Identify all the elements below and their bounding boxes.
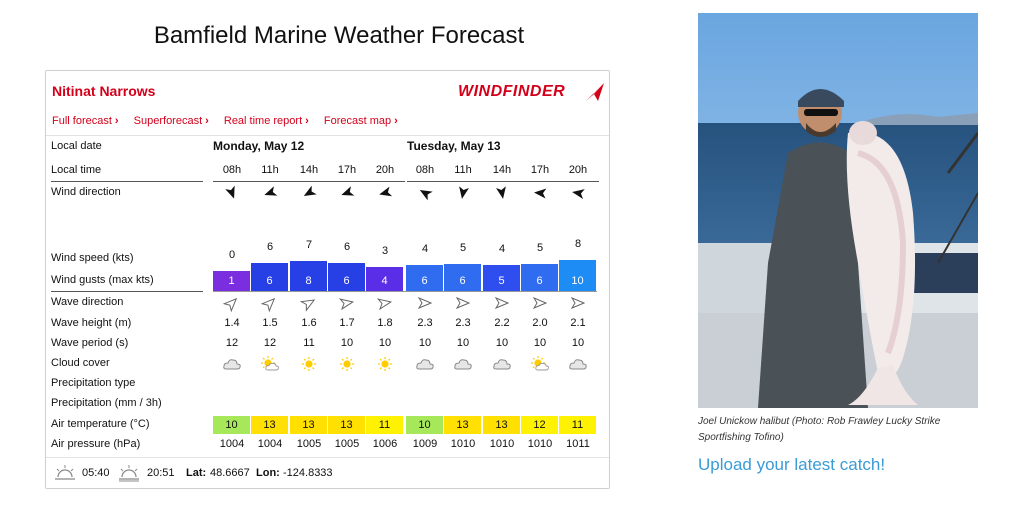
wind-direction-arrow [290, 183, 328, 203]
time-cell: 11h [454, 164, 472, 176]
wind-direction-arrow [328, 183, 366, 203]
label-local-date: Local date [51, 140, 102, 152]
page-title: Bamfield Marine Weather Forecast [153, 22, 525, 49]
wind-speed-value: 3 [381, 245, 389, 257]
wind-arrow-icon [376, 184, 393, 201]
wind-speed-value: 7 [305, 239, 313, 251]
label-cloud-cover: Cloud cover [51, 357, 110, 369]
cloud-icon [568, 356, 588, 372]
divider [51, 291, 203, 292]
wind-direction-arrow [444, 183, 482, 203]
wind-gust-cell: 1 [213, 271, 250, 291]
wave-direction-arrow [366, 293, 404, 313]
air-temperature-cell: 13 [483, 416, 520, 434]
wave-period-value: 10 [418, 337, 432, 349]
air-temperature-cell: 13 [444, 416, 481, 434]
air-temperature-cell: 11 [366, 416, 403, 434]
wind-arrow-icon [415, 183, 434, 202]
label-precipitation-type: Precipitation type [51, 377, 136, 389]
label-wave-direction: Wave direction [51, 296, 124, 308]
wind-speed-bar [251, 263, 288, 271]
wave-arrow-icon [533, 296, 547, 310]
cloud-icon [406, 354, 444, 374]
air-pressure-value: 1010 [527, 438, 553, 450]
windfinder-logo-icon [584, 81, 606, 103]
wave-arrow-icon [299, 293, 318, 312]
link-forecast-map[interactable]: Forecast map › [323, 115, 398, 127]
cloud-icon [483, 354, 521, 374]
wave-period-value: 12 [225, 337, 239, 349]
air-pressure-value: 1004 [257, 438, 283, 450]
wind-speed-bar [521, 264, 558, 271]
label-precipitation-amount: Precipitation (mm / 3h) [51, 397, 162, 409]
sun-cloud-icon [530, 356, 550, 372]
wave-period-value: 10 [533, 337, 547, 349]
time-cell: 08h [222, 164, 242, 176]
gust-row-divider [213, 291, 597, 292]
label-air-pressure: Air pressure (hPa) [51, 438, 141, 450]
wave-direction-arrow [444, 293, 482, 313]
wind-speed-bar [559, 260, 596, 271]
cloud-icon [559, 354, 597, 374]
sun-icon [375, 356, 395, 372]
air-pressure-value: 1010 [489, 438, 515, 450]
cloud-icon [222, 356, 242, 372]
wind-direction-arrow [251, 183, 289, 203]
wave-arrow-icon [495, 296, 509, 310]
time-header-divider [213, 181, 405, 182]
time-cell: 17h [337, 164, 357, 176]
wave-height-value: 2.0 [532, 317, 548, 329]
wind-direction-arrow [213, 183, 251, 203]
wave-period-value: 10 [456, 337, 470, 349]
wave-period-value: 12 [263, 337, 277, 349]
sunrise-time: 05:40 [82, 467, 110, 479]
wind-arrow-icon [455, 185, 471, 201]
wave-height-value: 1.4 [224, 317, 240, 329]
air-pressure-value: 1009 [412, 438, 438, 450]
air-pressure-value: 1006 [372, 438, 398, 450]
catch-photo [698, 13, 978, 408]
air-temperature-cell: 13 [290, 416, 327, 434]
link-superforecast[interactable]: Superforecast › [133, 115, 209, 127]
widget-header [46, 71, 609, 133]
sunrise-icon [54, 464, 76, 482]
latitude-label: Lat: [186, 467, 207, 479]
wave-direction-arrow [521, 293, 559, 313]
wave-direction-arrow [213, 293, 251, 313]
time-cell: 11h [261, 164, 279, 176]
wind-speed-value: 5 [459, 242, 467, 254]
time-cell: 20h [568, 164, 588, 176]
wave-arrow-icon [222, 293, 242, 313]
wind-direction-arrow [366, 183, 404, 203]
wave-period-value: 10 [340, 337, 354, 349]
forecast-links [52, 115, 410, 127]
sun-cloud-icon [251, 354, 289, 374]
wave-direction-arrow [290, 293, 328, 313]
wind-speed-bar [290, 261, 327, 271]
cloud-icon [444, 354, 482, 374]
longitude-value: -124.8333 [283, 467, 333, 479]
wind-gust-cell: 6 [444, 271, 481, 291]
label-local-time: Local time [51, 164, 102, 176]
wind-gust-cell: 8 [290, 271, 327, 291]
wave-height-value: 2.2 [494, 317, 510, 329]
widget-footer [46, 459, 609, 489]
air-temperature-cell: 13 [328, 416, 365, 434]
air-temperature-cell: 13 [251, 416, 288, 434]
wind-speed-bar [444, 264, 481, 271]
wind-speed-value: 6 [343, 241, 351, 253]
wind-speed-value: 6 [266, 241, 274, 253]
latitude-value: 48.6667 [210, 467, 250, 479]
date-day-2: Tuesday, May 13 [407, 139, 501, 153]
sun-icon [290, 354, 328, 374]
label-wave-period: Wave period (s) [51, 337, 129, 349]
wave-arrow-icon [339, 295, 355, 311]
sun-icon [328, 354, 366, 374]
wind-gust-cell: 4 [366, 271, 403, 291]
time-cell: 14h [492, 164, 512, 176]
air-temperature-cell: 10 [406, 416, 443, 434]
air-temperature-cell: 12 [521, 416, 558, 434]
wind-gust-cell: 6 [328, 271, 365, 291]
windfinder-logo[interactable]: WINDFINDER [458, 83, 566, 100]
wave-height-value: 1.5 [262, 317, 278, 329]
wave-height-value: 2.3 [417, 317, 433, 329]
spot-name-link[interactable]: Nitinat Narrows [52, 83, 156, 99]
air-temperature-cell: 10 [213, 416, 250, 434]
upload-catch-link[interactable]: Upload your latest catch! [698, 455, 886, 474]
wind-arrow-icon [299, 183, 318, 202]
wave-direction-arrow [328, 293, 366, 313]
air-pressure-value: 1011 [566, 438, 590, 450]
wind-arrow-icon [261, 184, 279, 202]
time-cell: 14h [299, 164, 319, 176]
wave-period-value: 10 [495, 337, 509, 349]
air-temperature-cell: 11 [559, 416, 596, 434]
wave-arrow-icon [456, 296, 470, 310]
sun-cloud-icon [521, 354, 559, 374]
wave-height-value: 2.1 [570, 317, 586, 329]
sun-icon [299, 356, 319, 372]
time-header-divider [407, 181, 599, 182]
sunset-icon [118, 464, 140, 482]
wave-direction-arrow [406, 293, 444, 313]
label-wave-height: Wave height (m) [51, 317, 132, 329]
wind-speed-value: 5 [536, 242, 544, 254]
time-cell: 08h [415, 164, 435, 176]
wind-speed-bar [328, 263, 365, 271]
wave-height-value: 1.6 [301, 317, 317, 329]
link-full-forecast[interactable]: Full forecast › [52, 115, 119, 127]
cloud-icon [492, 356, 512, 372]
wave-height-value: 2.3 [455, 317, 471, 329]
sun-icon [337, 356, 357, 372]
wave-height-value: 1.7 [339, 317, 355, 329]
divider [51, 181, 203, 182]
windfinder-widget [45, 70, 610, 489]
cloud-icon [415, 356, 435, 372]
label-wind-speed: Wind speed (kts) [51, 252, 134, 264]
halibut-photo-illustration [698, 13, 978, 408]
sunset-time: 20:51 [147, 467, 175, 479]
cloud-icon [453, 356, 473, 372]
wind-speed-value: 8 [574, 238, 582, 250]
wind-gust-cell: 5 [483, 271, 520, 291]
wave-direction-arrow [559, 293, 597, 313]
wind-arrow-icon [532, 185, 547, 200]
divider [46, 135, 609, 136]
photo-caption: Joel Unickow halibut (Photo: Rob Frawley Lucky Strike Sportfishing Tofino) [698, 416, 941, 443]
wind-gust-cell: 6 [521, 271, 558, 291]
wave-arrow-icon [418, 296, 432, 310]
wind-direction-arrow [483, 183, 521, 203]
air-pressure-value: 1010 [450, 438, 476, 450]
wave-period-value: 11 [303, 337, 315, 349]
divider [46, 457, 609, 458]
sun-cloud-icon [260, 356, 280, 372]
date-day-1: Monday, May 12 [213, 139, 305, 153]
air-pressure-value: 1004 [219, 438, 245, 450]
wave-height-value: 1.8 [377, 317, 393, 329]
link-real-time-report[interactable]: Real time report › [223, 115, 309, 127]
wave-arrow-icon [571, 296, 585, 310]
wind-arrow-icon [223, 184, 241, 202]
time-cell: 17h [530, 164, 550, 176]
wind-direction-arrow [521, 183, 559, 203]
wave-period-value: 10 [571, 337, 585, 349]
wave-direction-arrow [483, 293, 521, 313]
wind-speed-value: 4 [421, 243, 429, 255]
wind-direction-arrow [559, 183, 597, 203]
longitude-label: Lon: [256, 467, 280, 479]
air-pressure-value: 1005 [296, 438, 322, 450]
wave-direction-arrow [251, 293, 289, 313]
label-wind-direction: Wind direction [51, 186, 121, 198]
wave-period-value: 10 [378, 337, 392, 349]
time-cell: 20h [375, 164, 395, 176]
wind-arrow-icon [338, 184, 356, 202]
wind-gust-cell: 6 [406, 271, 443, 291]
air-pressure-value: 1005 [334, 438, 360, 450]
wind-speed-value: 0 [228, 249, 236, 261]
wind-arrow-icon [570, 185, 586, 201]
sun-icon [366, 354, 404, 374]
wind-direction-arrow [406, 183, 444, 203]
wind-gust-cell: 10 [559, 271, 596, 291]
wind-arrow-icon [494, 185, 510, 201]
wave-arrow-icon [260, 293, 280, 313]
wind-gust-cell: 6 [251, 271, 288, 291]
label-wind-gusts: Wind gusts (max kts) [51, 274, 154, 286]
cloud-icon [213, 354, 251, 374]
wave-arrow-icon [377, 295, 393, 311]
wind-speed-value: 4 [498, 243, 506, 255]
label-air-temperature: Air temperature (°C) [51, 418, 150, 430]
